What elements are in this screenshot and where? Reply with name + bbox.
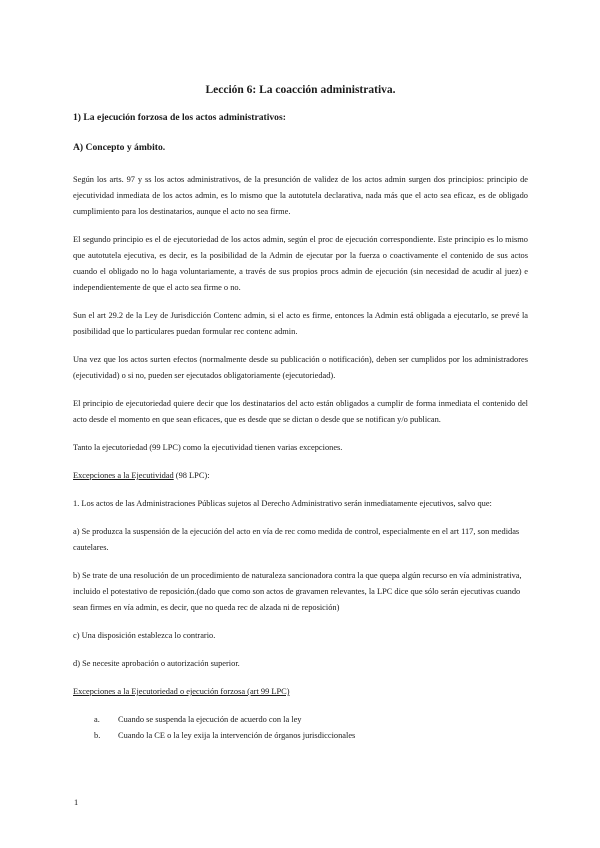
list-marker: a. xyxy=(94,715,100,724)
page-content xyxy=(73,84,528,744)
exc-ejecutividad-item-a: a) Se produzca la suspensión de la ejecución del acto en vía de rec como medida de control, especialmente en el art 117, son medidas cautelares. xyxy=(73,527,520,552)
list-item-text: Cuando se suspenda la ejecución de acuerdo con la ley xyxy=(118,715,302,724)
exc-ejecutividad-item-d: d) Se necesite aprobación o autorización superior. xyxy=(73,659,240,668)
exc-ejecutividad-heading xyxy=(73,468,528,484)
paragraph-efectos: Una vez que los actos surten efectos (normalmente desde su publicación o notificación), deben ser cumplidos por los administradores (ejecutividad) o si no, pueden ser ejecutados obligatoriamente (ejecutoriedad). xyxy=(73,355,528,380)
lesson-title: Lección 6: La coacción administrativa. xyxy=(205,84,396,96)
list-item xyxy=(94,712,528,728)
paragraph-ejecutividad: Según los arts. 97 y ss los actos administrativos, de la presunción de validez de los actos admin surgen dos principios: principio de ejecutividad inmediata de los actos admin, es lo mismo que la autotutela declarativa, nada más que el acto sea eficaz, es de obligado cumplimiento para los destinatarios, aunque el acto no sea firme. xyxy=(73,175,528,216)
paragraph-principio-ejecutoriedad: El principio de ejecutoriedad quiere decir que los destinatarios del acto están obligados a cumplir de forma inmediata el contenido del acto desde el momento en que sean eficaces, que es desde que se dictan o desde que se notifican y/o publican. xyxy=(73,399,528,424)
list-item xyxy=(94,728,528,744)
paragraph-art-29: Sun el art 29.2 de la Ley de Jurisdicción Contenc admin, si el acto es firme, entonces la Admin está obligada a ejecutarlo, se prevé la posibilidad que lo particulares puedan formular rec contenc admin. xyxy=(73,311,528,336)
exc-ejecutividad-item-b: b) Se trate de una resolución de un procedimiento de naturaleza sancionadora contra la que quepa algún recurso en vía administrativa, incluido el potestativo de reposición.(dado que como son actos de gravamen relevantes, la LPC dice que sólo serán ejecutivas cuando sean firmes en vía admin, es decir, que no queda rec de alzada ni de reposición) xyxy=(73,571,522,612)
paragraph-excepciones: Tanto la ejecutoriedad (99 LPC) como la ejecutividad tienen varias excepciones. xyxy=(73,443,343,452)
list-item-text: Cuando la CE o la ley exija la intervención de órganos jurisdiccionales xyxy=(118,731,356,740)
section-1-heading: 1) La ejecución forzosa de los actos administrativos: xyxy=(73,112,286,123)
exc-ejecutividad-heading-rest: (98 LPC): xyxy=(173,471,210,480)
page-number: 1 xyxy=(74,798,79,807)
exc-ejecutividad-intro: 1. Los actos de las Administraciones Públicas sujetos al Derecho Administrativo serán inmediatamente ejecutivos, salvo que: xyxy=(73,499,492,508)
exc-ejecutividad-item-c: c) Una disposición establezca lo contrario. xyxy=(73,631,216,640)
section-a-heading: A) Concepto y ámbito. xyxy=(73,142,166,153)
exc-ejecutividad-heading-underlined: Excepciones a la Ejecutividad xyxy=(73,471,174,480)
paragraph-ejecutoriedad: El segundo principio es el de ejecutoriedad de los actos admin, según el proc de ejecución correspondiente. Este principio es lo mismo que autotutela ejecutiva, es decir, es la posibilidad de la Admin de ejecutar por la fuerza o coactivamente el contenido de sus actos cuando el obligado no lo haga voluntariamente, a través de sus propios procs admin de ejecución (sin necesidad de acudir al juez) e independientemente de que el acto sea firme o no. xyxy=(73,235,528,292)
exc-ejecutoriedad-heading: Excepciones a la Ejecutoriedad o ejecución forzosa (art 99 LPC) xyxy=(73,687,290,696)
exc-ejecutoriedad-list xyxy=(73,712,528,744)
list-marker: b. xyxy=(94,731,101,740)
